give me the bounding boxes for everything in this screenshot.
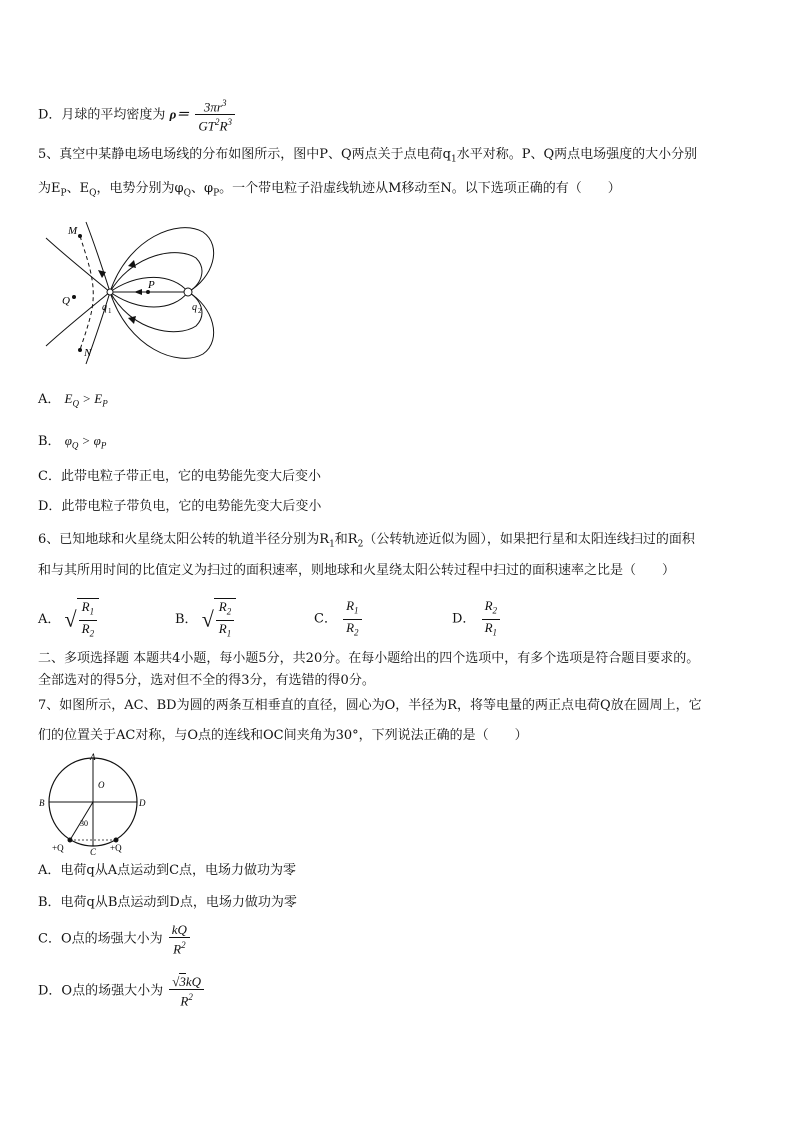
q5-sub-q1: Q bbox=[89, 188, 97, 199]
q6-a-num-r: R bbox=[81, 599, 90, 614]
q7-opt-d-label: D．O点的场强大小为 bbox=[38, 983, 164, 999]
q6-opt-a-label: A． bbox=[38, 612, 61, 628]
q6-line1-c: （公转轨迹近似为圆），如果把行星和太阳连线扫过的面积 bbox=[363, 532, 695, 547]
q5-opt-b-phi2: > φ bbox=[78, 433, 101, 448]
q5-line2-c: ，电势分别为φ bbox=[96, 181, 184, 196]
q5-fig-n: N bbox=[84, 347, 92, 359]
q4d-den-sup2: 3 bbox=[227, 117, 232, 128]
q5-sub-q2: Q bbox=[183, 188, 191, 199]
q7-fig-a: A bbox=[90, 752, 96, 762]
section2-line1: 二、多项选择题 本题共4小题，每小题5分，共20分。在每小题给出的四个选项中，有多个选项是符合题目要求的。 bbox=[38, 651, 700, 666]
q6-opt-b-sqrt: √ $\frac{R_2}{R_1}$ bbox=[202, 598, 237, 641]
q7-option-c bbox=[38, 922, 192, 956]
q5-opt-a-e2: > E bbox=[78, 391, 103, 406]
q5-opt-b-sub2: P bbox=[100, 440, 107, 451]
q7-c-num: kQ bbox=[169, 922, 190, 938]
q5-line1-text: 5、真空中某静电场电场线的分布如图所示，图中P、Q两点关于点电荷q bbox=[38, 147, 451, 162]
q5-fig-q1: q bbox=[102, 302, 107, 313]
q5-opt-b-phi1: φ bbox=[64, 433, 72, 448]
q6-b-num-r: R bbox=[218, 599, 227, 614]
q5-line2-e: 。一个带电粒子沿虚线轨迹从M移动至N。以下选项正确的有（ ） bbox=[219, 181, 621, 196]
q4d-rho: ρ＝ bbox=[169, 106, 190, 122]
q7-opt-c-label: C．O点的场强大小为 bbox=[38, 931, 163, 947]
q6-a-num-sub: 1 bbox=[89, 606, 95, 617]
q6-option-d bbox=[452, 598, 502, 640]
q5-line1-sub: 1 bbox=[451, 154, 457, 165]
q4d-den-sup1: 2 bbox=[215, 117, 220, 128]
q5-fig-q: Q bbox=[62, 295, 70, 307]
q4-option-d bbox=[38, 96, 237, 134]
q5-opt-a-label: A． bbox=[38, 392, 61, 407]
q7-d-num-kq: kQ bbox=[185, 974, 202, 989]
q5-fig-q1-sub: 1 bbox=[108, 307, 112, 315]
q6-c-num-sub: 1 bbox=[354, 605, 359, 616]
q5-opt-b-sub1: Q bbox=[71, 440, 79, 451]
q6-d-den-r: R bbox=[484, 619, 493, 635]
q6-opt-c-label: C． bbox=[314, 611, 337, 627]
q6-sub1: 1 bbox=[329, 539, 335, 550]
q4d-den-r: R bbox=[219, 118, 228, 134]
q6-c-den-sub: 2 bbox=[354, 627, 359, 638]
q6-b-den-r: R bbox=[218, 620, 227, 636]
q7-fig-o: O bbox=[98, 780, 105, 790]
q7-fig-q-right: +Q bbox=[110, 843, 122, 853]
q6-option-b bbox=[175, 598, 236, 641]
q7-d-sqrt3: 3 bbox=[179, 974, 186, 989]
q4d-num: 3πr bbox=[203, 99, 222, 115]
q5-opt-a-sub2: P bbox=[102, 398, 108, 409]
q6-sub2: 2 bbox=[357, 539, 364, 550]
q5-stem-line1 bbox=[38, 146, 697, 169]
q5-line2-d: 、φ bbox=[190, 181, 214, 196]
q5-fig-q2: q bbox=[192, 302, 197, 313]
q5-option-a bbox=[38, 390, 108, 413]
q5-line1-tail: 水平对称。P、Q两点电场强度的大小分别 bbox=[456, 147, 698, 162]
q6-opt-b-label: B． bbox=[175, 612, 198, 628]
q6-opt-a-sqrt: √ $\frac{R_1}{R_2}$ bbox=[65, 598, 100, 641]
q6-c-num-r: R bbox=[346, 598, 355, 613]
q6-option-a bbox=[38, 598, 99, 641]
q6-a-den-r: R bbox=[81, 620, 90, 636]
q6-line1-b: 和R bbox=[334, 532, 358, 547]
q7-option-a: A．电荷q从A点运动到C点，电场力做功为零 bbox=[38, 863, 297, 878]
q5-opt-a-e1: E bbox=[64, 391, 73, 406]
q6-a-den-sub: 2 bbox=[89, 628, 95, 639]
q7-c-den-sup: 2 bbox=[181, 940, 186, 950]
q5-fig-m: M bbox=[68, 225, 78, 237]
q7-option-d: D．O点的场强大小为 $\frac{√3kQ}{R^2}$ bbox=[38, 974, 206, 1008]
q5-opt-a-sub1: Q bbox=[72, 398, 79, 409]
q5-sub-p1: P bbox=[60, 188, 67, 199]
q6-stem-line1 bbox=[38, 531, 695, 554]
q7-fig-q-left: +Q bbox=[52, 843, 64, 853]
q5-option-d: D．此带电粒子带负电，它的电势能先变大后变小 bbox=[38, 499, 322, 514]
q6-opt-d-label: D． bbox=[452, 611, 476, 627]
q4d-num-sup: 3 bbox=[222, 98, 227, 108]
q7-d-den: R bbox=[180, 993, 189, 1009]
q5-sub-p2: P bbox=[213, 188, 220, 199]
q7-stem-line2: 们的位置关于AC对称，与O点的连线和OC间夹角为30°，下列说法正确的是（ ） bbox=[38, 728, 528, 743]
q7-option-b: B．电荷q从B点运动到D点，电场力做功为零 bbox=[38, 895, 297, 910]
q6-b-den-sub: 1 bbox=[226, 628, 232, 639]
q5-option-c: C．此带电粒子带正电，它的电势能先变大后变小 bbox=[38, 469, 321, 484]
q7-fig-d: D bbox=[139, 798, 146, 808]
q6-option-c bbox=[314, 598, 364, 640]
q4d-label: D．月球的平均密度为 bbox=[38, 107, 166, 123]
q7-c-den: R bbox=[173, 941, 182, 957]
q6-b-num-sub: 2 bbox=[226, 606, 232, 617]
q4d-fraction bbox=[195, 96, 235, 134]
q6-c-den-r: R bbox=[346, 619, 355, 635]
q7-fig-c: C bbox=[90, 847, 97, 856]
q5-line2-a: 为E bbox=[38, 181, 61, 196]
q6-line1-a: 6、已知地球和火星绕太阳公转的轨道半径分别为R bbox=[38, 532, 330, 547]
q6-stem-line2: 和与其所用时间的比值定义为扫过的面积速率，则地球和火星绕太阳公转过程中扫过的面积速率之比是（ ） bbox=[38, 563, 676, 578]
q5-stem-line2 bbox=[38, 180, 621, 203]
q5-line2-b: 、E bbox=[66, 181, 90, 196]
q7-fig-b: B bbox=[39, 798, 45, 808]
q7-fig-angle: 30 bbox=[80, 819, 88, 828]
q4d-den: GT bbox=[198, 118, 216, 134]
q6-d-num-sub: 2 bbox=[492, 605, 498, 616]
q6-d-den-sub: 1 bbox=[492, 627, 498, 638]
section2-line2: 全部选对的得5分，选对但不全的得3分，有选错的得0分。 bbox=[38, 673, 375, 688]
q5-fig-q2-sub: 2 bbox=[198, 307, 202, 315]
q5-opt-b-label: B． bbox=[38, 434, 61, 449]
q5-fig-p: P bbox=[148, 279, 155, 291]
q5-field-diagram bbox=[38, 218, 238, 368]
q7-d-den-sup: 2 bbox=[188, 992, 193, 1002]
q5-option-b bbox=[38, 432, 106, 455]
q7-circle-diagram bbox=[38, 752, 158, 856]
q7-stem-line1: 7、如图所示，AC、BD为圆的两条互相垂直的直径，圆心为O，半径为R，将等电量的两正点电荷Q放在圆周上，它 bbox=[38, 698, 702, 713]
q6-d-num-r: R bbox=[484, 598, 493, 613]
